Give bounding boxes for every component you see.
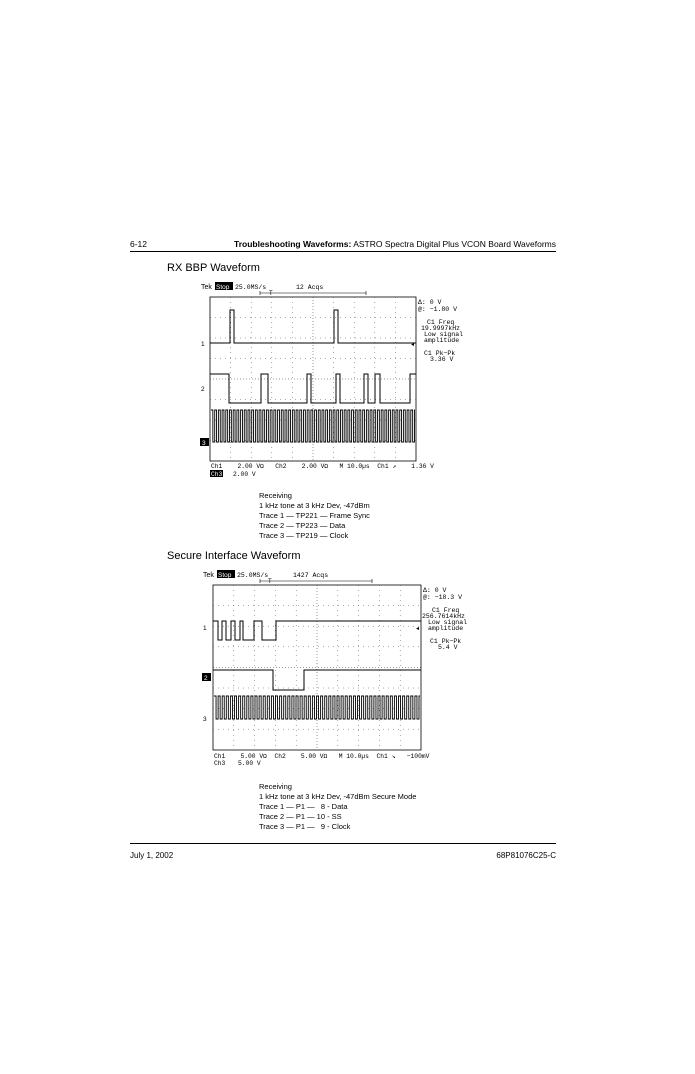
header-rule <box>130 251 556 252</box>
ch3-marker: 3 <box>203 716 207 723</box>
trigger-marker: T <box>268 579 272 585</box>
trace-3-clock <box>211 410 415 442</box>
pk-value: 3.36 V <box>430 356 454 363</box>
scope-acqs: 12 Acqs <box>296 284 324 291</box>
caption-line: Trace 1 — P1 — 8 - Data <box>259 802 348 811</box>
bottom-readout-ch3-label: Ch3 <box>211 471 223 478</box>
caption-line: Trace 3 — TP219 — Clock <box>259 531 349 540</box>
scope-capture-secure-interface <box>202 570 474 770</box>
freq-label: C1 Freq <box>432 607 460 614</box>
at-readout: @: −18.3 V <box>423 594 463 601</box>
ch1-marker: 1 <box>201 341 205 348</box>
caption-rx-bbp <box>259 491 370 541</box>
scope-brand: Tek <box>203 572 214 579</box>
caption-line: Trace 2 — P1 — 10 - SS <box>259 812 342 821</box>
ch2-marker: 2 <box>204 675 208 682</box>
freq-value: 19.9997kHz <box>421 325 461 332</box>
trigger-level-arrow: ◂ <box>416 626 420 632</box>
delta-readout: Δ: 0 V <box>418 299 442 306</box>
freq-label: C1 Freq <box>427 319 455 326</box>
caption-line: Trace 3 — P1 — 9 - Clock <box>259 822 351 831</box>
freq-note-1: Low signal <box>428 619 468 626</box>
bottom-readout-line-1: Ch1 2.00 VΩ Ch2 2.00 VΩ M 10.0µs Ch1 ↗ 1.36 V <box>211 463 434 470</box>
scope-graticule <box>213 585 421 750</box>
ch1-marker: 1 <box>203 625 207 632</box>
freq-note-2: amplitude <box>424 337 460 344</box>
caption-line: 1 kHz tone at 3 kHz Dev, -47dBm Secure Mode <box>259 792 417 801</box>
scope-brand: Tek <box>201 284 212 291</box>
freq-note-2: amplitude <box>428 625 464 632</box>
at-readout: @: −1.80 V <box>418 306 458 313</box>
bottom-readout-ch3-label: Ch3 <box>214 760 226 767</box>
freq-value: 256.7614kHz <box>422 613 465 620</box>
caption-line: 1 kHz tone at 3 kHz Dev, -47dBm <box>259 501 370 510</box>
trigger-marker: T <box>269 291 273 297</box>
running-header-rest: ASTRO Spectra Digital Plus VCON Board Waveforms <box>351 239 556 249</box>
pk-value: 5.4 V <box>438 644 458 651</box>
bottom-readout-ch3-value: 2.00 V <box>233 471 256 478</box>
caption-line: Receiving <box>259 782 292 791</box>
footer-doc-number: 68P81076C25-C <box>496 851 556 860</box>
footer-date: July 1, 2002 <box>130 851 174 860</box>
footer-rule <box>130 843 556 844</box>
caption-line: Receiving <box>259 491 292 500</box>
bottom-readout-ch3-value: 5.00 V <box>238 760 261 767</box>
scope-state: Stop <box>216 284 230 291</box>
scope-capture-rx-bbp <box>200 282 470 480</box>
clock-waveform <box>211 410 415 442</box>
scope-state: Stop <box>218 572 232 579</box>
pk-label: C1 Pk−Pk <box>424 350 456 357</box>
pk-label: C1 Pk−Pk <box>430 638 462 645</box>
ch3-marker: 3 <box>202 440 206 447</box>
running-header-bold: Troubleshooting Waveforms: <box>234 239 352 249</box>
caption-line: Trace 2 — TP223 — Data <box>259 521 346 530</box>
section-title-secure-interface: Secure Interface Waveform <box>167 550 301 562</box>
scope-acqs: 1427 Acqs <box>293 572 329 579</box>
page-number: 6-12 <box>130 239 148 249</box>
ch2-marker: 2 <box>201 386 205 393</box>
scope-rate: 25.0MS/s <box>237 572 269 579</box>
scope-rate: 25.0MS/s <box>235 284 267 291</box>
caption-line: Trace 1 — TP221 — Frame Sync <box>259 511 370 520</box>
freq-note-1: Low signal <box>424 331 464 338</box>
trigger-level-arrow: ◂ <box>411 342 415 348</box>
bottom-readout-line-1: Ch1 5.00 VΩ Ch2 5.00 VΩ M 10.0µs Ch1 ↘ −100mV <box>214 753 430 760</box>
section-title-rx-bbp: RX BBP Waveform <box>167 262 260 274</box>
caption-secure-interface <box>259 782 416 832</box>
delta-readout: Δ: 0 V <box>423 587 447 594</box>
running-header <box>234 239 556 249</box>
